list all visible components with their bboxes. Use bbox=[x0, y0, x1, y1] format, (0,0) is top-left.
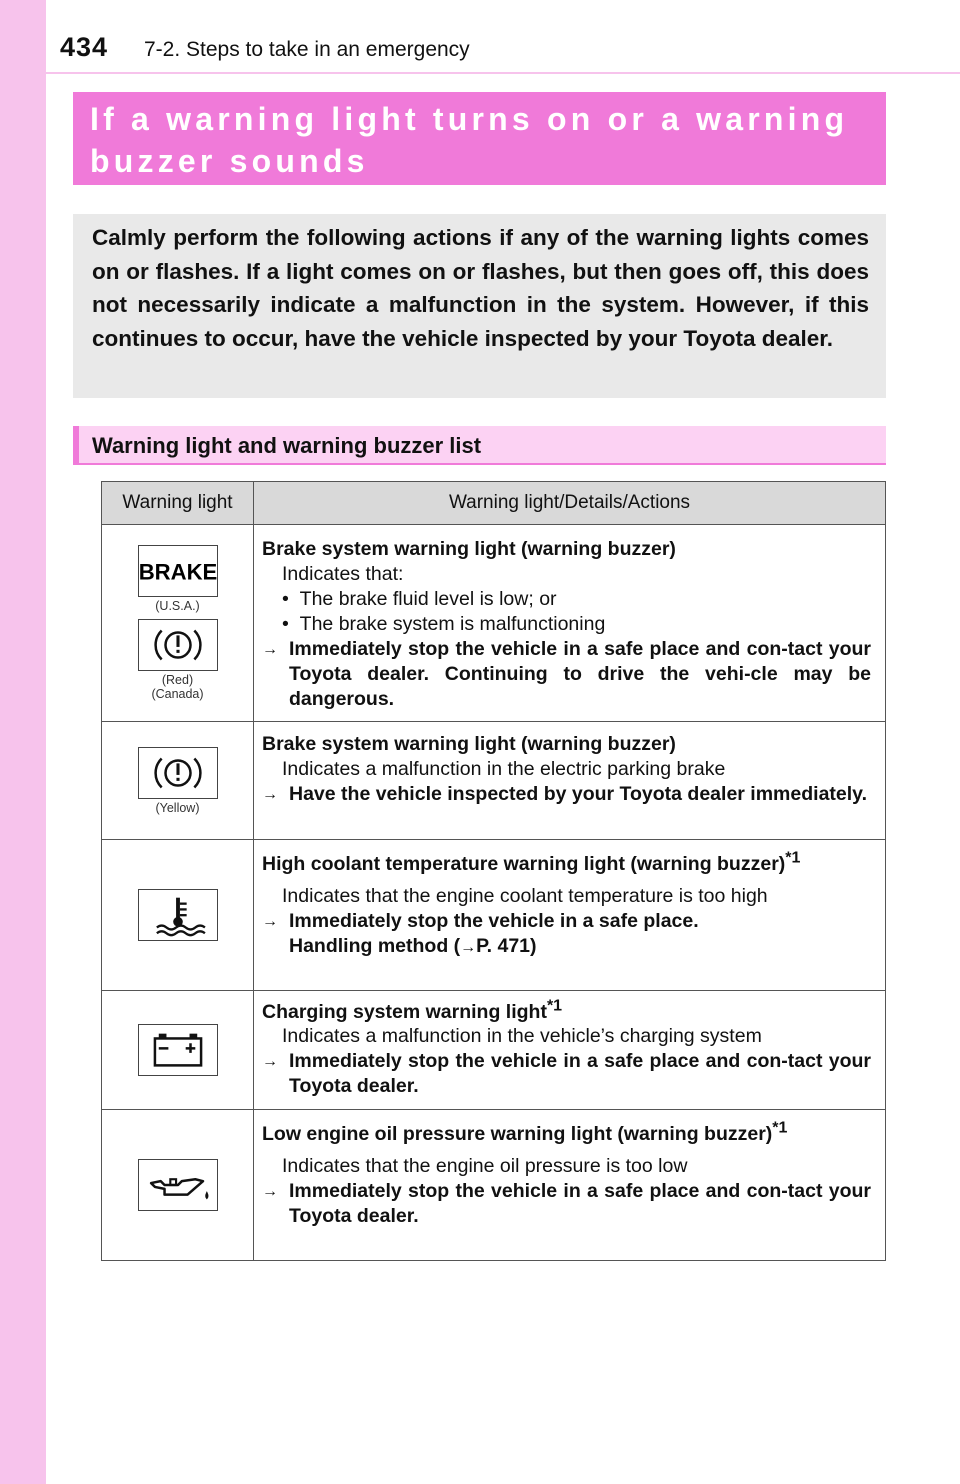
brake-circle-exclamation-icon bbox=[138, 747, 218, 799]
intro-text: Calmly perform the following actions if any of the warning lights comes on or flashes. If a light comes on or flashes, but then goes off, this does not necessarily indicate a malfunction in the system. However, if this continues to occur, have the vehicle inspected by your Toyota dealer. bbox=[92, 225, 869, 351]
column-header-details: Warning light/Details/Actions bbox=[254, 482, 886, 525]
subheading: Warning light and warning buzzer list bbox=[92, 433, 482, 458]
action-text: → Immediately stop the vehicle in a safe place and con-tact your Toyota dealer. bbox=[262, 1180, 871, 1227]
icon-caption: (Yellow) bbox=[155, 800, 200, 815]
warning-title: Brake system warning light (warning buzzer) bbox=[262, 733, 676, 755]
brake-text-icon bbox=[138, 545, 218, 597]
warning-title: High coolant temperature warning light (warning buzzer)$^{*1}$ bbox=[262, 849, 801, 875]
icon-cell bbox=[102, 840, 254, 991]
page-number: 434 bbox=[60, 32, 109, 62]
table-header-row bbox=[102, 482, 886, 525]
warning-description: Indicates that: bbox=[282, 563, 404, 585]
warning-description: Indicates a malfunction in the vehicle’s charging system bbox=[282, 1025, 762, 1047]
battery-icon bbox=[138, 1024, 218, 1076]
subheading-underline bbox=[73, 463, 886, 465]
action-text: → Immediately stop the vehicle in a safe place and con-tact your Toyota dealer. Continuing to drive the vehi-cle may be dangerous. bbox=[262, 638, 871, 710]
table-row bbox=[102, 525, 886, 722]
list-item: • The brake fluid level is low; or bbox=[282, 588, 557, 610]
subheading-bar bbox=[73, 426, 886, 464]
table-row bbox=[102, 722, 886, 840]
table-row bbox=[102, 1110, 886, 1261]
action-text: → Have the vehicle inspected by your Toyota dealer immediately. bbox=[262, 783, 867, 805]
icon-cell bbox=[102, 991, 254, 1110]
intro-box bbox=[73, 214, 886, 398]
icon-caption: (U.S.A.) bbox=[155, 599, 200, 613]
action-text: → Immediately stop the vehicle in a safe place. Handling method (→P. 471) bbox=[262, 910, 699, 957]
icon-caption: (Red) (Canada) bbox=[151, 673, 204, 701]
details-cell bbox=[254, 991, 886, 1110]
page-title: If a warning light turns on or a warning buzzer sounds bbox=[90, 101, 849, 179]
icon-cell bbox=[102, 525, 254, 722]
warning-title: Charging system warning light$^{*1}$ bbox=[262, 997, 563, 1023]
icon-cell bbox=[102, 722, 254, 840]
page-header bbox=[60, 28, 900, 72]
section-title: 7-2. Steps to take in an emergency bbox=[144, 38, 470, 61]
details-cell bbox=[254, 840, 886, 991]
title-banner bbox=[73, 92, 886, 185]
table-row bbox=[102, 840, 886, 991]
list-item: • The brake system is malfunctioning bbox=[282, 613, 606, 635]
icon-cell bbox=[102, 1110, 254, 1261]
brake-circle-exclamation-icon bbox=[138, 619, 218, 671]
left-color-band bbox=[0, 0, 46, 1484]
column-header-warning-light: Warning light bbox=[102, 482, 254, 525]
warning-description: Indicates that the engine oil pressure is too low bbox=[282, 1155, 688, 1177]
warning-title: Brake system warning light (warning buzzer) bbox=[262, 538, 676, 560]
details-cell bbox=[254, 525, 886, 722]
svg-text:BRAKE: BRAKE bbox=[138, 559, 217, 585]
details-cell bbox=[254, 1110, 886, 1261]
warning-light-table bbox=[101, 481, 886, 1261]
header-rule bbox=[46, 72, 960, 74]
oil-can-icon bbox=[138, 1159, 218, 1211]
table-row bbox=[102, 991, 886, 1110]
warning-description: Indicates a malfunction in the electric parking brake bbox=[282, 758, 726, 780]
subheading-accent bbox=[73, 426, 79, 464]
warning-description: Indicates that the engine coolant temperature is too high bbox=[282, 885, 768, 907]
coolant-temperature-icon bbox=[138, 889, 218, 941]
action-text: → Immediately stop the vehicle in a safe place and con-tact your Toyota dealer. bbox=[262, 1050, 871, 1097]
warning-title: Low engine oil pressure warning light (warning buzzer)$^{*1}$ bbox=[262, 1119, 788, 1145]
details-cell bbox=[254, 722, 886, 840]
